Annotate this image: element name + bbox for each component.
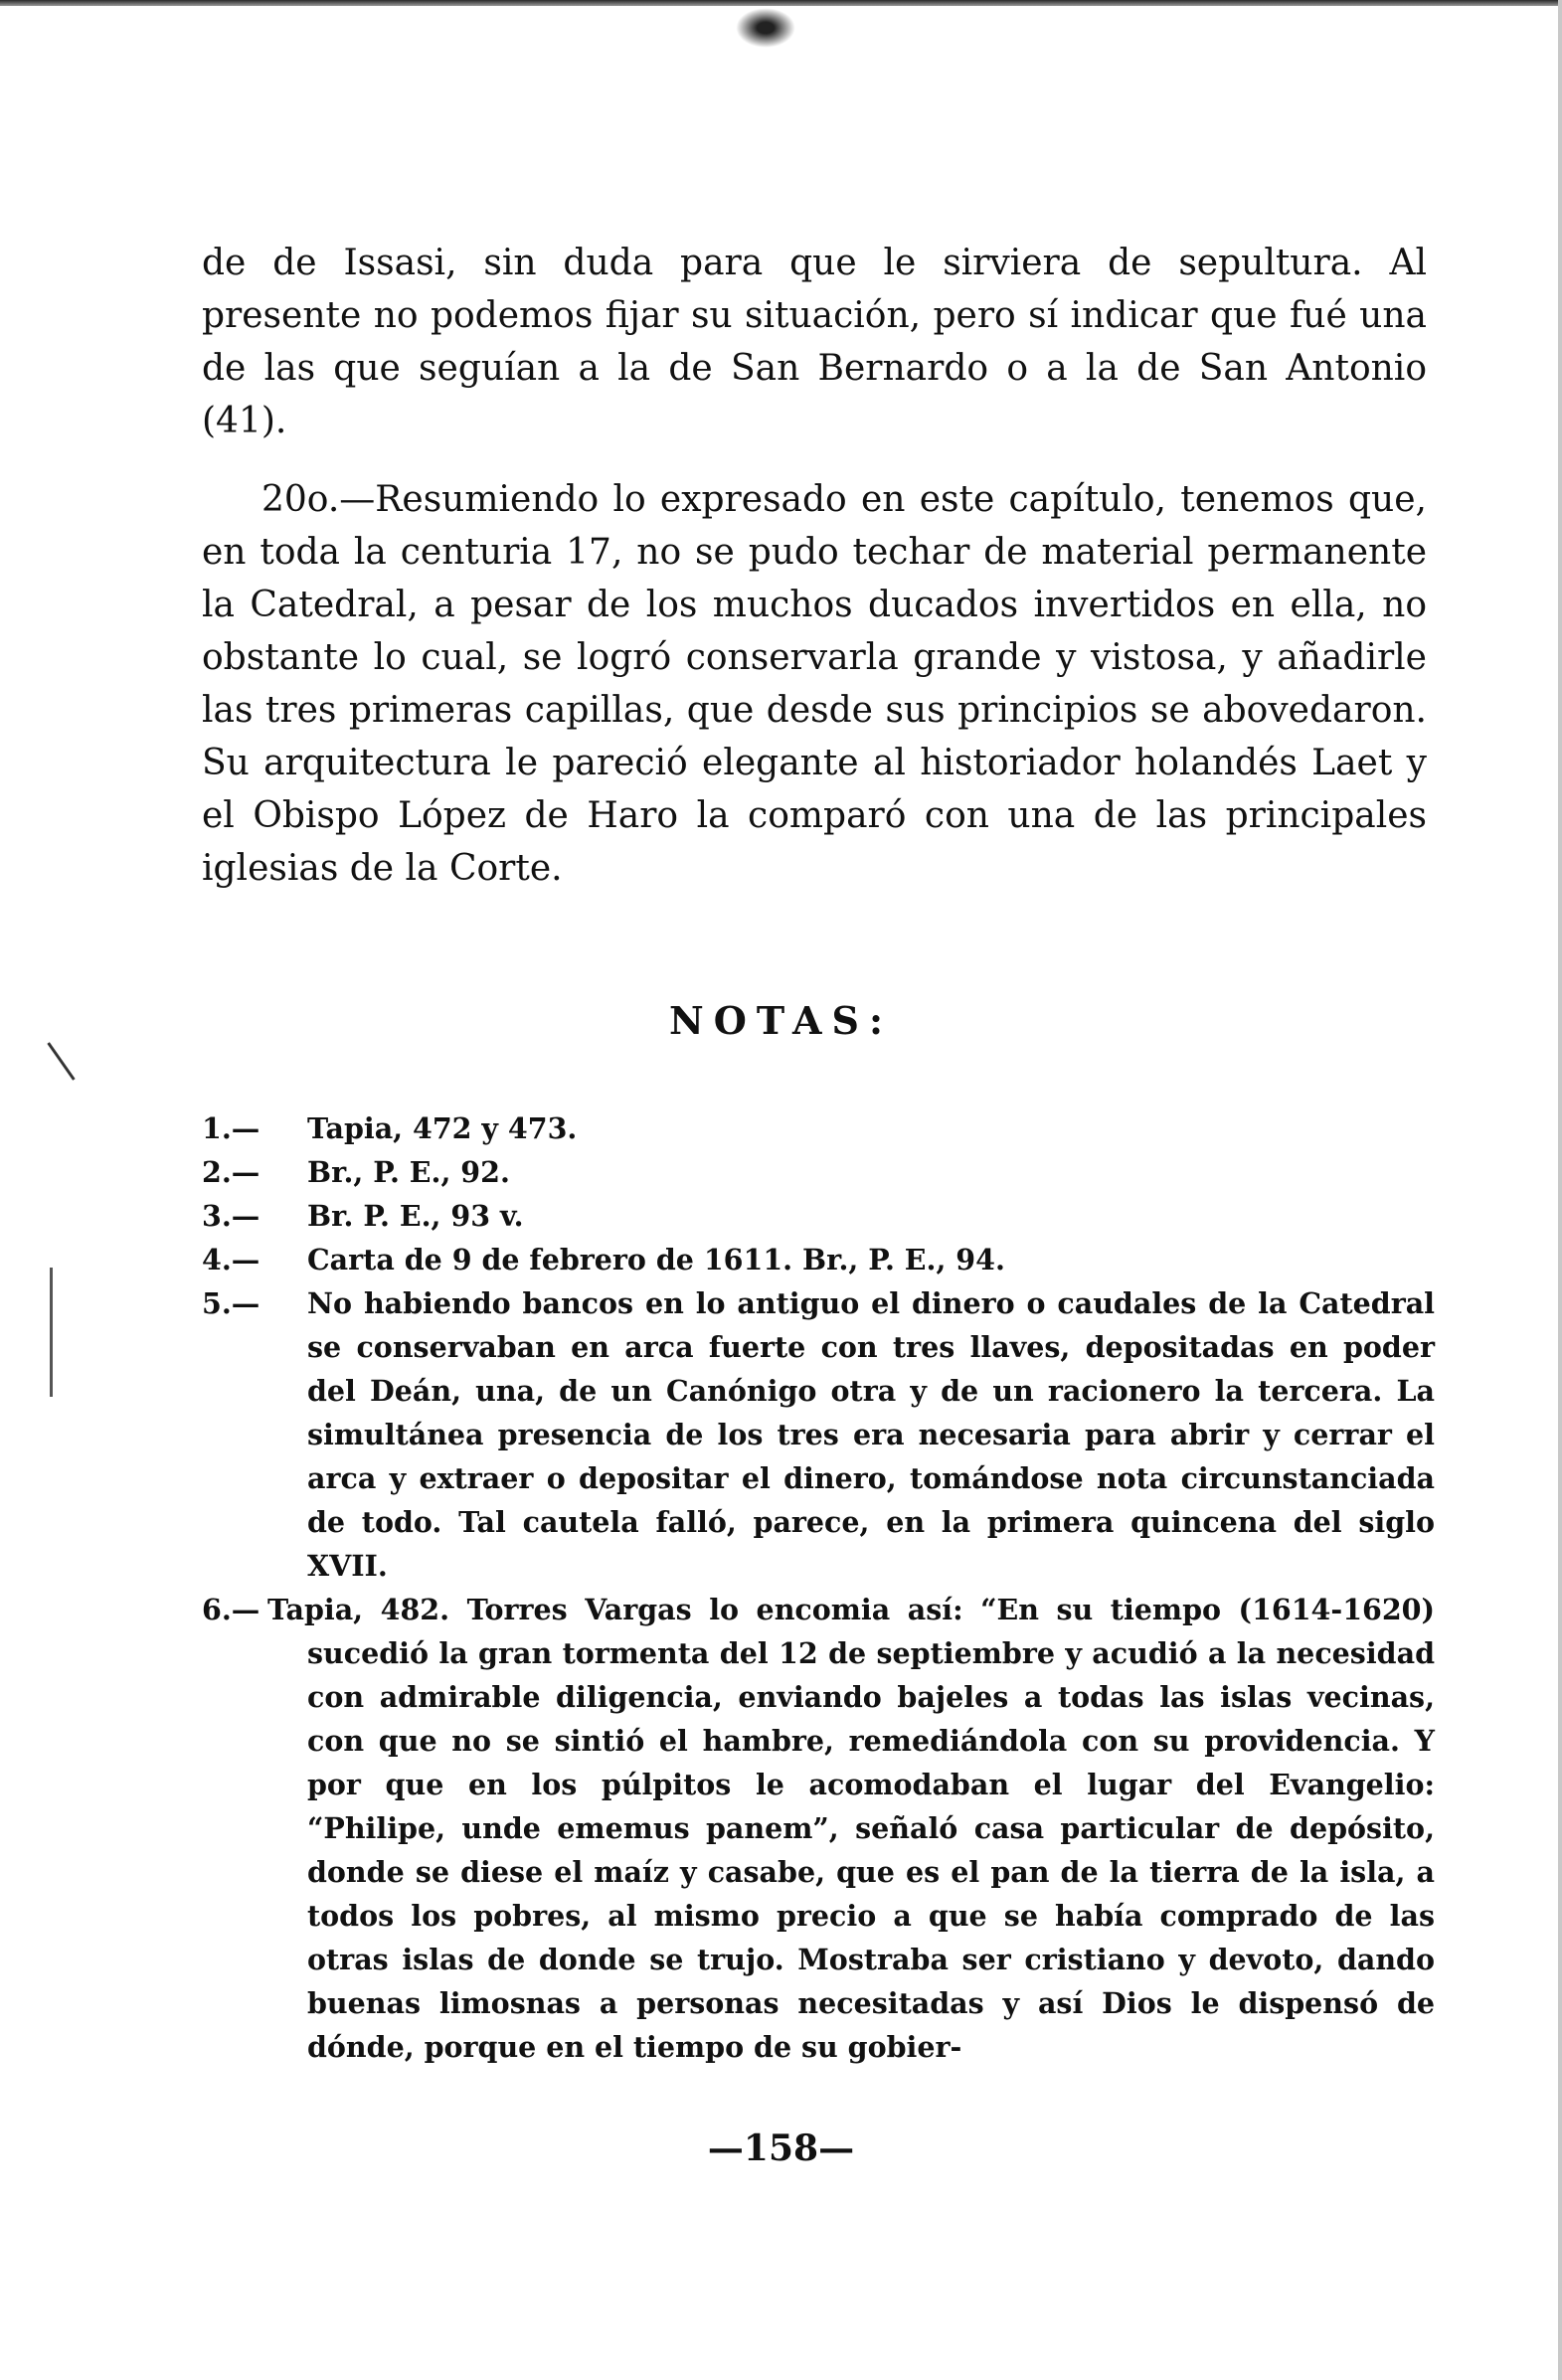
note-number: 3.—	[202, 1199, 260, 1233]
note-text: Tapia, 482. Torres Vargas lo encomia así: “En su tiempo (1614-1620) sucedió la gran tormenta del 12 de septiembre y acudió a la necesidad con admirable diligencia, enviando bajeles a todas las islas vecinas, con que no se sintió el hambre, remediándola con su providencia. Y por que en los púlpitos le acomodaban el lugar del Evangelio: “Philipe, unde ememus panem”, señaló casa particular de depósito, donde se diese el maíz y casabe, que es el pan de la tierra de la isla, a todos los pobres, al mismo precio a que se había comprado de las otras islas de donde se trujo. Mostraba ser cristiano y devoto, dando buenas limosnas a personas necesitadas y así Dios le dispensó de dónde, porque en el tiempo de su gobier-	[267, 1593, 1435, 2064]
scan-speck	[50, 1268, 53, 1397]
note-text: Br., P. E., 92.	[307, 1155, 510, 1189]
note-number: 2.—	[202, 1155, 260, 1189]
note-item	[202, 1106, 1435, 1150]
note-item	[202, 1238, 1435, 1281]
scan-speck	[736, 8, 795, 48]
scan-speck	[47, 1042, 75, 1081]
note-text: Br. P. E., 93 v.	[307, 1199, 524, 1233]
note-number: 6.—	[202, 1593, 260, 1626]
note-number: 4.—	[202, 1243, 260, 1276]
note-item	[202, 1588, 1435, 2069]
notes-heading: NOTAS:	[669, 998, 893, 1043]
paragraph-continuation: de de Issasi, sin duda para que le sirviera de sepultura. Al presente no podemos fijar su situación, pero sí indicar que fué una de las que seguían a la de San Bernardo o a la de San Antonio (41).	[202, 243, 1427, 441]
notes-list	[202, 1106, 1435, 2069]
note-text: No habiendo bancos en lo antiguo el dinero o caudales de la Catedral se conservaban en arca fuerte con tres llaves, depositadas en poder del Deán, una, de un Canónigo otra y de un racionero la tercera. La simultánea presencia de los tres era necesaria para abrir y cerrar el arca y extraer o depositar el dinero, tomándose nota circunstanciada de todo. Tal cautela falló, parece, en la primera quincena del siglo XVII.	[307, 1286, 1435, 1583]
scan-right-edge	[1558, 0, 1562, 2380]
note-number: 5.—	[202, 1286, 260, 1320]
paragraph-summary: 20o.—Resumiendo lo expresado en este capítulo, tenemos que, en toda la centuria 17, no se pudo techar de material permanente la Catedral, a pesar de los muchos ducados invertidos en ella, no obstante lo cual, se logró conservarla grande y vistosa, y añadirle las tres primeras capillas, que desde sus principios se abovedaron. Su arquitectura le pareció elegante al historiador holandés Laet y el Obispo López de Haro la comparó con una de las principales iglesias de la Corte.	[202, 479, 1427, 889]
note-item	[202, 1281, 1435, 1588]
note-text: Tapia, 472 y 473.	[307, 1111, 578, 1145]
note-number: 1.—	[202, 1111, 260, 1145]
note-item	[202, 1194, 1435, 1238]
page-number: —158—	[707, 2127, 855, 2169]
scan-top-edge	[0, 0, 1562, 6]
note-item	[202, 1150, 1435, 1194]
note-text: Carta de 9 de febrero de 1611. Br., P. E., 94.	[307, 1243, 1005, 1276]
